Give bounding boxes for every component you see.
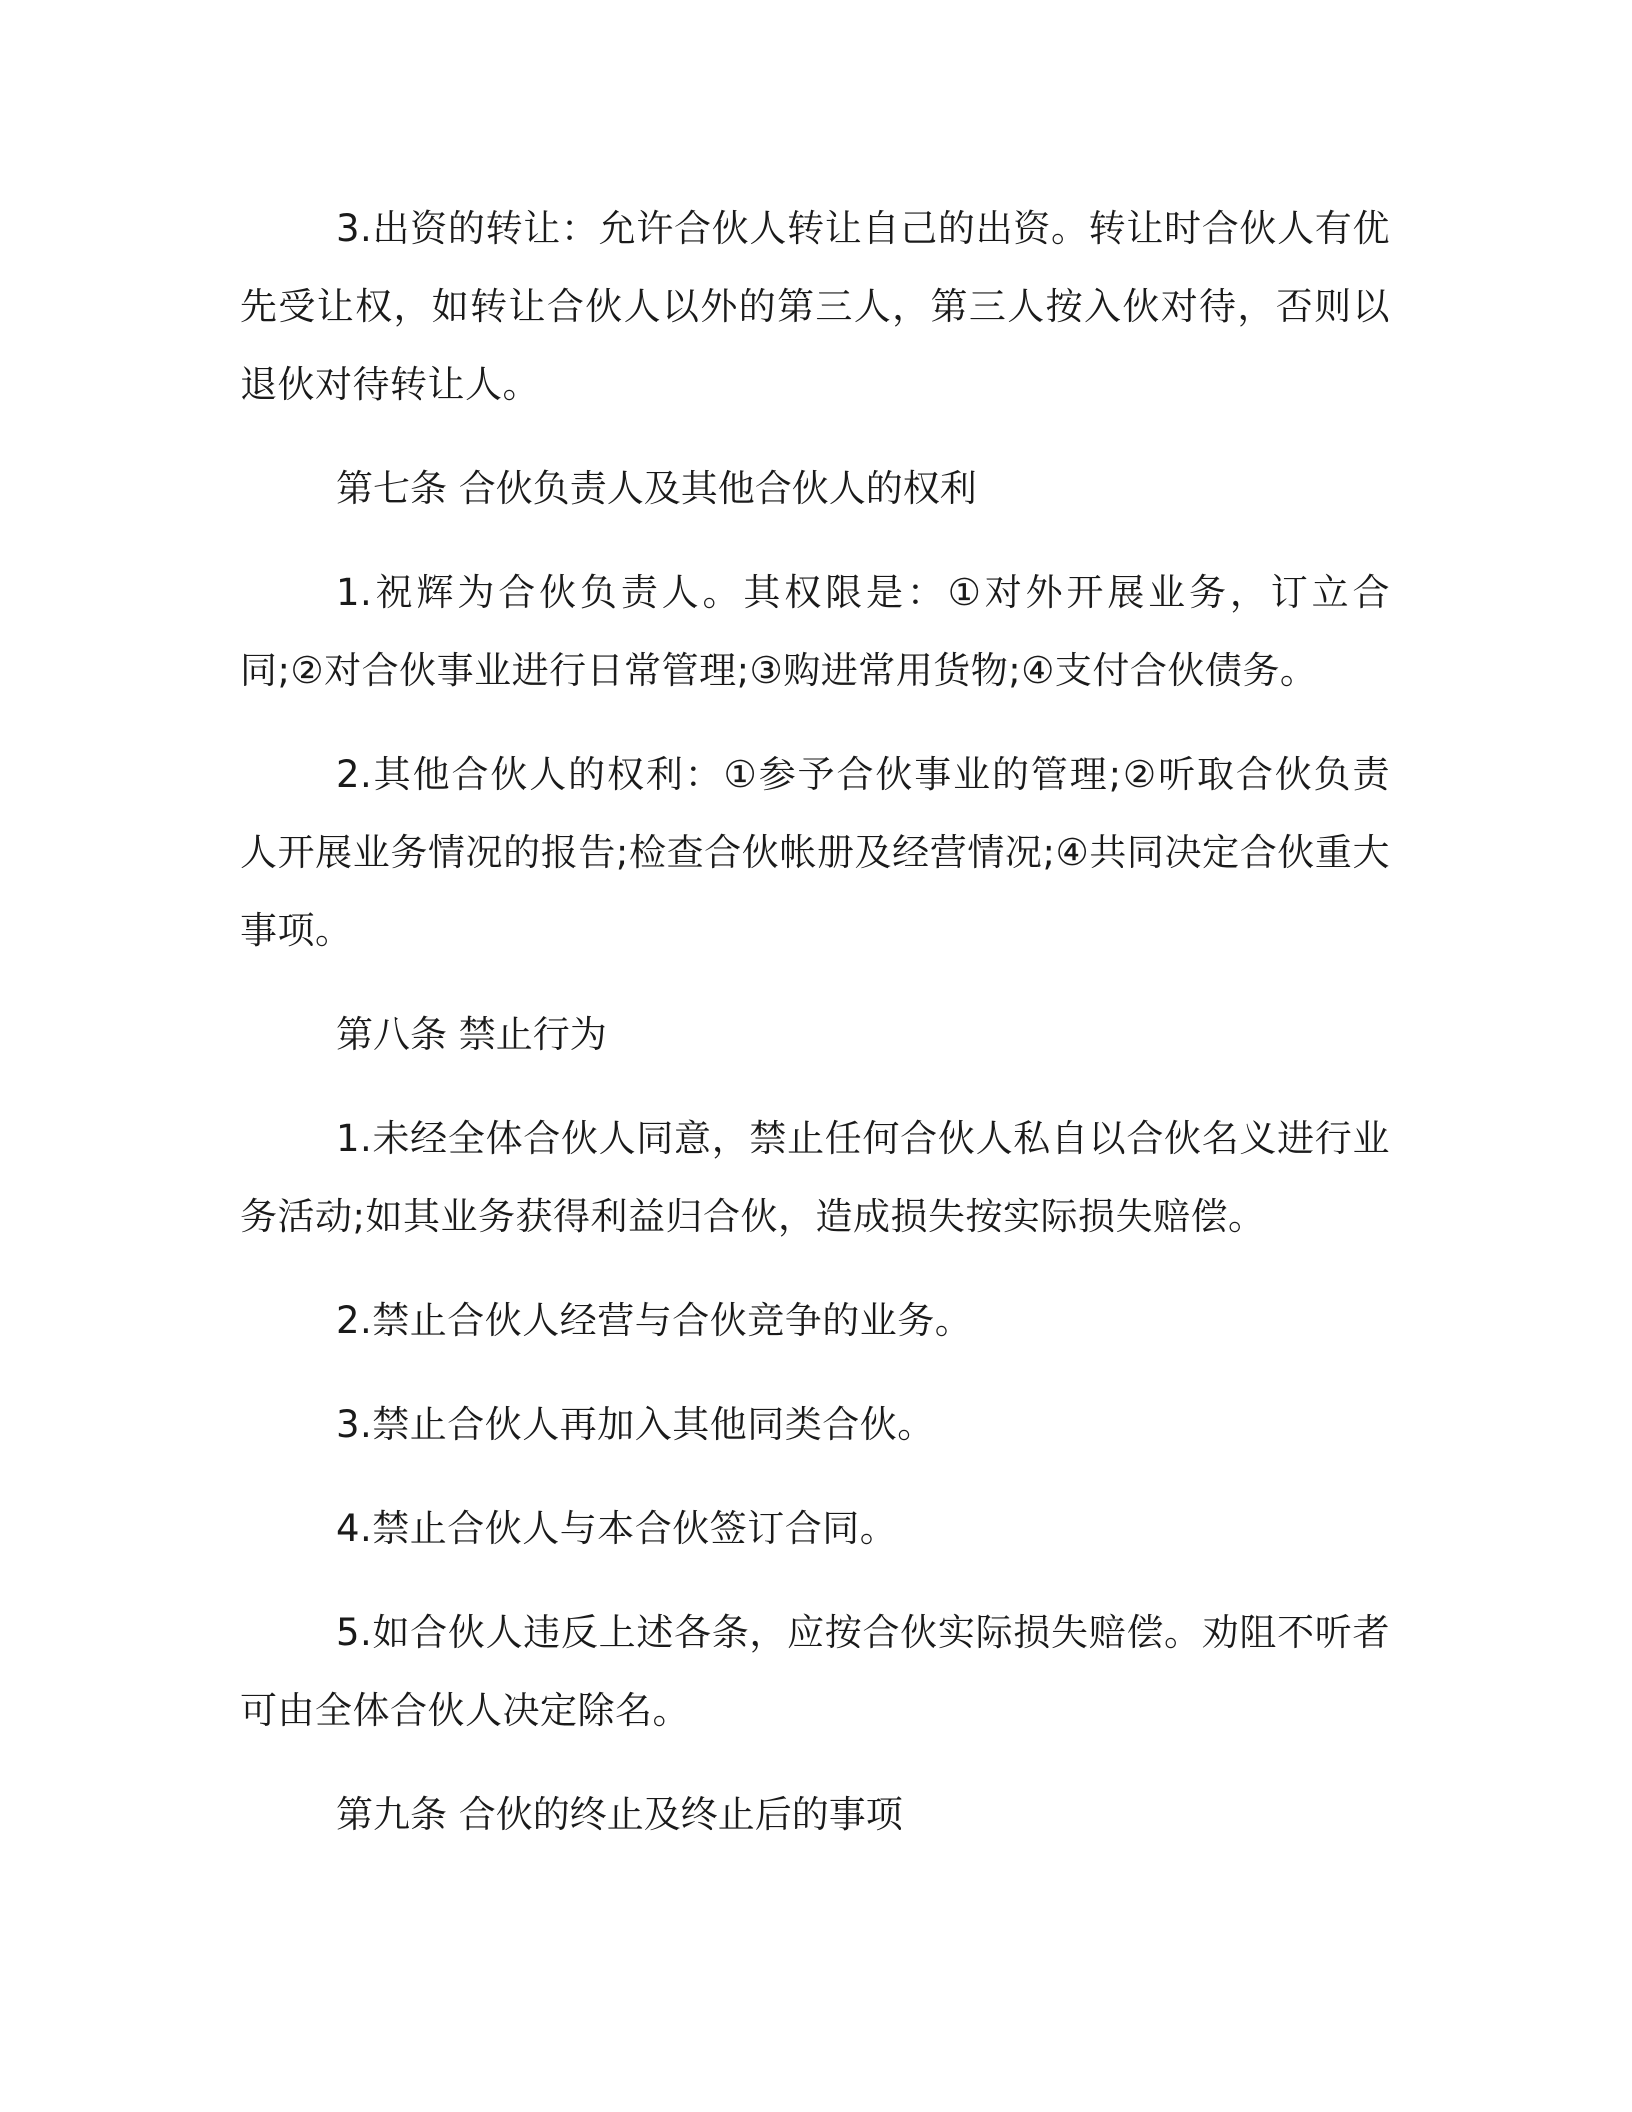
paragraph-prohibition-3: 3.禁止合伙人再加入其他同类合伙。 [336, 1403, 935, 1446]
paragraph-prohibition-1: 1.未经全体合伙人同意，禁止任何合伙人私自以合伙名义进行业务活动;如其业务获得利益归合伙，造成损失按实际损失赔偿。 [240, 1117, 1390, 1238]
article-8-heading: 第八条 禁止行为 [336, 1013, 607, 1056]
paragraph-other-partner-rights: 2.其他合伙人的权利：①参予合伙事业的管理;②听取合伙负责人开展业务情况的报告;检查合伙帐册及经营情况;④共同决定合伙重大事项。 [240, 753, 1390, 952]
paragraph-capital-transfer: 3.出资的转让：允许合伙人转让自己的出资。转让时合伙人有优先受让权，如转让合伙人以外的第三人，第三人按入伙对待，否则以退伙对待转让人。 [240, 207, 1390, 406]
document-body [240, 190, 1390, 1880]
paragraph-prohibition-5: 5.如合伙人违反上述各条，应按合伙实际损失赔偿。劝阻不听者可由全体合伙人决定除名。 [240, 1611, 1390, 1732]
paragraph-prohibition-2: 2.禁止合伙人经营与合伙竞争的业务。 [336, 1299, 973, 1342]
paragraph-leader-authority: 1.祝辉为合伙负责人。其权限是：①对外开展业务，订立合同;②对合伙事业进行日常管理;③购进常用货物;④支付合伙债务。 [240, 571, 1390, 692]
article-9-heading: 第九条 合伙的终止及终止后的事项 [336, 1793, 903, 1836]
article-7-heading: 第七条 合伙负责人及其他合伙人的权利 [336, 467, 977, 510]
paragraph-prohibition-4: 4.禁止合伙人与本合伙签订合同。 [336, 1507, 898, 1550]
